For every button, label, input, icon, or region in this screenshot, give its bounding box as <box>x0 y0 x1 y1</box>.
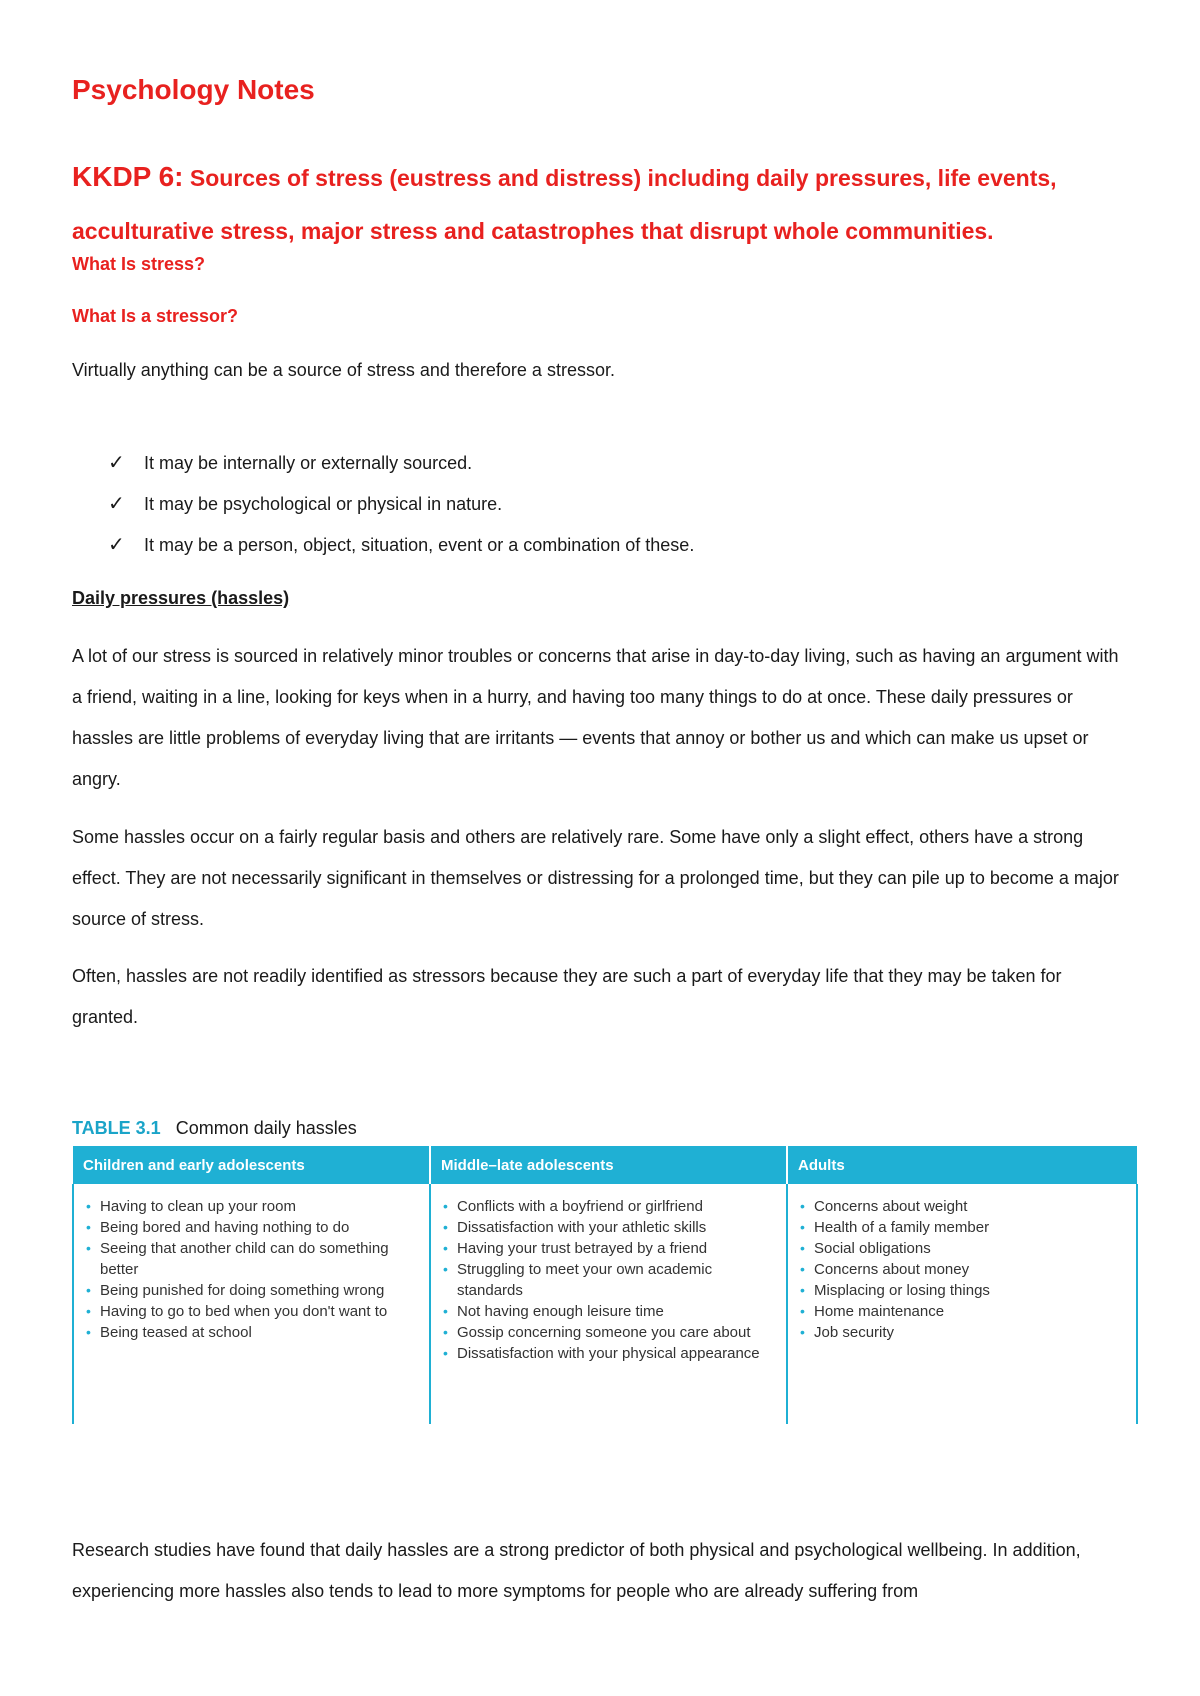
list-item: • Gossip concerning someone you care about <box>441 1322 776 1343</box>
kkdp-code: KKDP 6: <box>72 161 184 192</box>
list-item: • Health of a family member <box>798 1217 1126 1238</box>
list-item: • Not having enough leisure time <box>441 1301 776 1322</box>
table-cell-adolescents <box>430 1184 787 1424</box>
list-item: • Concerns about money <box>798 1259 1126 1280</box>
checkmark-icon: ✓ <box>108 493 125 515</box>
column-header-adults: Adults <box>787 1146 1137 1184</box>
paragraph-hassles-identified: Often, hassles are not readily identified as stressors because they are such a part of everyday life that they may be taken for granted. <box>72 966 1062 1027</box>
table-cell-children <box>73 1184 430 1424</box>
table-number: TABLE 3.1 <box>72 1118 161 1138</box>
list-item: • Social obligations <box>798 1238 1126 1259</box>
paragraph-daily-pressures: A lot of our stress is sourced in relatively minor troubles or concerns that arise in day-to-day living, such as having an argument with a friend, waiting in a line, looking for keys when in a hurry, and having too many things to do at once. These daily pressures or hassles are little problems of everyday living that are irritants — events that annoy or bother us and which can make us upset or angry. <box>72 646 1119 789</box>
list-item: • Struggling to meet your own academic standards <box>441 1259 776 1301</box>
list-item: • Home maintenance <box>798 1301 1126 1322</box>
list-item: • Having to clean up your room <box>84 1196 419 1217</box>
question-what-is-stressor: What Is a stressor? <box>72 306 239 326</box>
column-header-children: Children and early adolescents <box>73 1146 430 1184</box>
list-item: • Job security <box>798 1322 1126 1343</box>
list-item <box>108 443 694 484</box>
list-item <box>108 484 694 525</box>
question-what-is-stress: What Is stress? <box>72 254 206 274</box>
hassles-table <box>72 1146 1138 1424</box>
paragraph-research-studies: Research studies have found that daily hassles are a strong predictor of both physical and psychological wellbeing. In addition, experiencing more hassles also tends to lead to more symptoms for people who are already suffering from <box>72 1540 1081 1601</box>
check-list <box>108 443 694 566</box>
list-item: • Being bored and having nothing to do <box>84 1217 419 1238</box>
list-item: • Dissatisfaction with your athletic skills <box>441 1217 776 1238</box>
list-item-text: It may be a person, object, situation, event or a combination of these. <box>144 535 695 555</box>
table-row <box>73 1184 1137 1424</box>
list-item: • Having to go to bed when you don't want to <box>84 1301 419 1322</box>
list-item: • Concerns about weight <box>798 1196 1126 1217</box>
list-item: • Dissatisfaction with your physical appearance <box>441 1343 776 1364</box>
intro-paragraph: Virtually anything can be a source of stress and therefore a stressor. <box>72 360 615 380</box>
section-heading-daily-pressures: Daily pressures (hassles) <box>72 588 290 608</box>
checkmark-icon: ✓ <box>108 534 125 556</box>
kkdp-text: Sources of stress (eustress and distress) including daily pressures, life events, acculturative stress, major stress and catastrophes that disrupt whole communities. <box>72 165 1057 244</box>
kkdp-heading <box>72 150 1132 258</box>
column-header-adolescents: Middle–late adolescents <box>430 1146 787 1184</box>
document-title: Psychology Notes <box>72 74 315 105</box>
list-item: • Being teased at school <box>84 1322 419 1343</box>
list-item: • Misplacing or losing things <box>798 1280 1126 1301</box>
list-item: • Conflicts with a boyfriend or girlfriend <box>441 1196 776 1217</box>
table-caption <box>72 1118 357 1139</box>
list-item: • Seeing that another child can do something better <box>84 1238 419 1280</box>
list-item: • Having your trust betrayed by a friend <box>441 1238 776 1259</box>
list-item-text: It may be internally or externally sourced. <box>144 453 473 473</box>
paragraph-hassle-frequency: Some hassles occur on a fairly regular basis and others are relatively rare. Some have only a slight effect, others have a strong effect. They are not necessarily significant in themselves or distressing for a prolonged time, but they can pile up to become a major source of stress. <box>72 827 1119 929</box>
checkmark-icon: ✓ <box>108 452 125 474</box>
table-title: Common daily hassles <box>175 1118 357 1138</box>
list-item: • Being punished for doing something wrong <box>84 1280 419 1301</box>
list-item <box>108 525 694 566</box>
table-cell-adults <box>787 1184 1137 1424</box>
table-header-row <box>73 1146 1137 1184</box>
list-item-text: It may be psychological or physical in nature. <box>144 494 503 514</box>
